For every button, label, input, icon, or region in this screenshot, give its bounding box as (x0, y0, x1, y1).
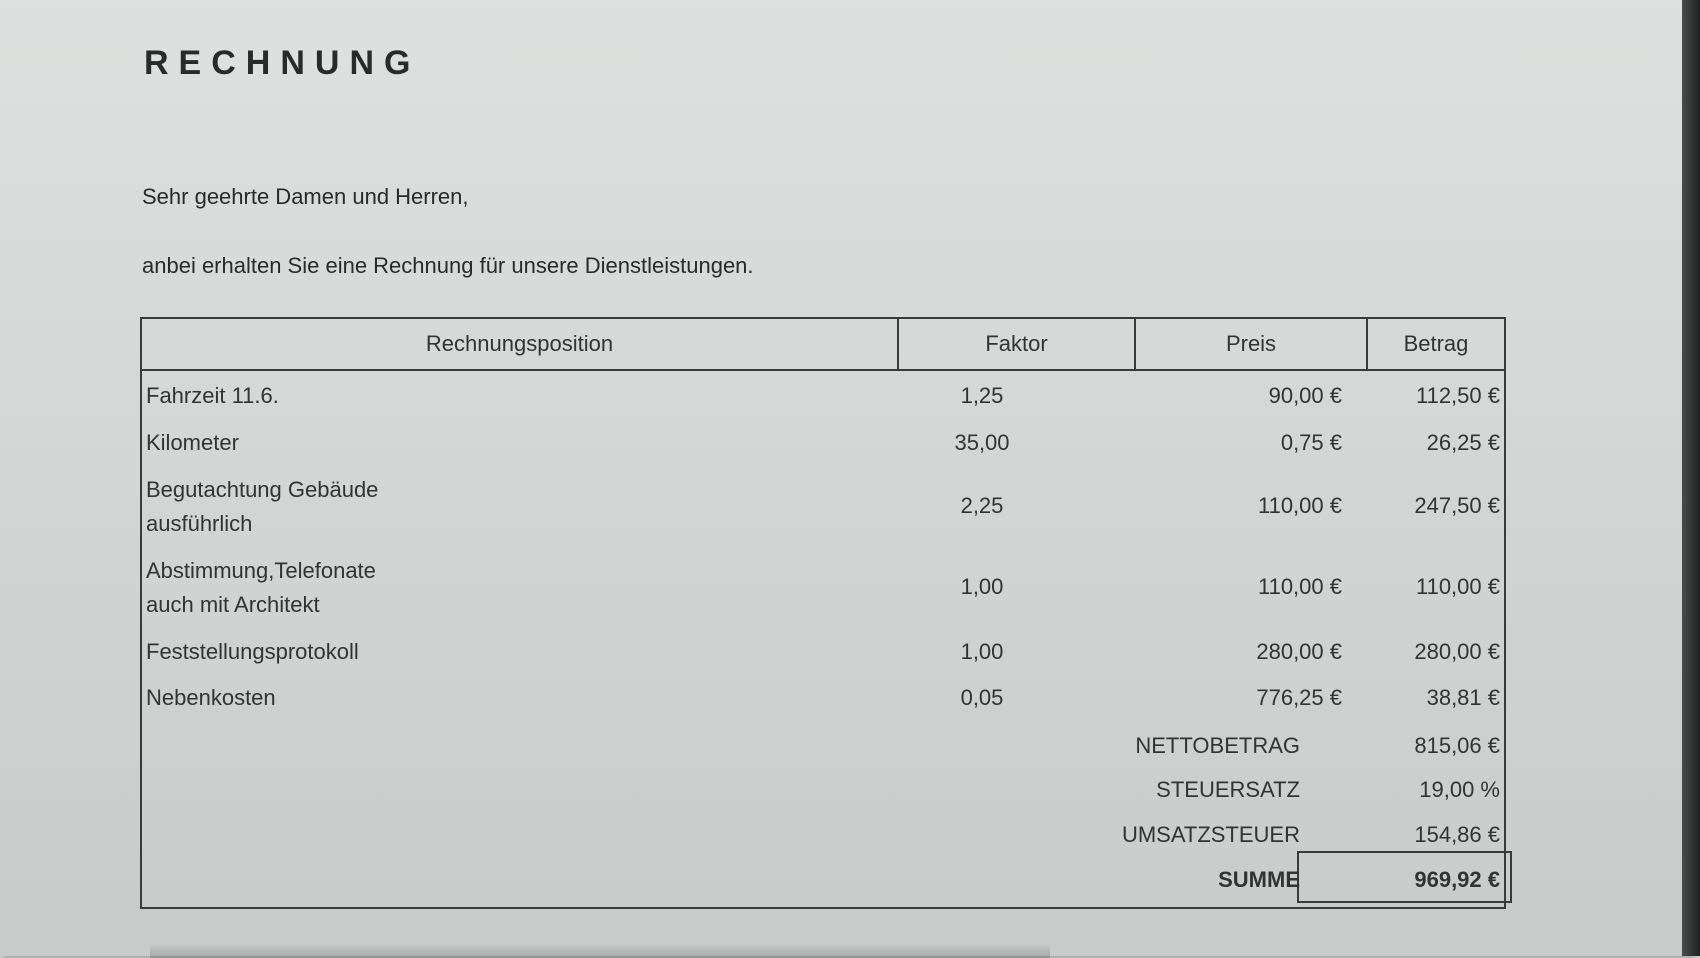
row-betrag: 26,25 € (1426, 430, 1500, 455)
netto-value: 815,06 € (1414, 733, 1500, 758)
summe-value: 969,92 € (1414, 867, 1500, 892)
header-preis: Preis (1225, 331, 1277, 356)
row-description: Nebenkosten (146, 685, 276, 710)
summe-label: SUMME (1218, 867, 1300, 892)
table-header (142, 319, 1504, 371)
header-betrag: Betrag (1403, 331, 1469, 356)
row-description-line1: Abstimmung,Telefonate (146, 558, 376, 583)
row-preis: 0,75 € (1280, 430, 1342, 455)
row-faktor: 0,05 (960, 685, 1004, 710)
row-faktor: 1,25 (960, 383, 1004, 408)
row-description-line1: Begutachtung Gebäude (146, 477, 379, 502)
intro-text: anbei erhalten Sie eine Rechnung für unsere Dienstleistungen. (142, 253, 754, 278)
header-rechnungsposition: Rechnungsposition (425, 331, 614, 356)
row-faktor: 35,00 (954, 430, 1010, 455)
row-preis: 776,25 € (1256, 685, 1342, 710)
salutation: Sehr geehrte Damen und Herren, (142, 184, 469, 209)
umsatzsteuer-value: 154,86 € (1414, 822, 1500, 847)
document-title: RECHNUNG (144, 44, 421, 82)
row-preis: 110,00 € (1257, 574, 1342, 599)
summary-summe (142, 867, 1504, 903)
umsatzsteuer-label: UMSATZSTEUER (1121, 822, 1300, 847)
row-preis: 110,00 € (1257, 493, 1342, 518)
table-row (142, 426, 1504, 466)
table-row (142, 554, 1504, 626)
table-row (142, 635, 1504, 675)
paper-edge-shadow (1682, 0, 1700, 956)
table-row (142, 473, 1504, 545)
steuersatz-value: 19,00 % (1419, 777, 1500, 802)
row-faktor: 1,00 (960, 574, 1004, 599)
steuersatz-label: STEUERSATZ (1156, 777, 1300, 802)
row-description-line2: ausführlich (146, 511, 253, 536)
row-faktor: 2,25 (960, 493, 1004, 518)
row-betrag: 112,50 € (1415, 383, 1500, 408)
row-faktor: 1,00 (960, 639, 1004, 664)
row-betrag: 247,50 € (1414, 493, 1500, 518)
row-betrag: 38,81 € (1426, 685, 1500, 710)
row-betrag: 110,00 € (1415, 574, 1500, 599)
invoice-table (140, 317, 1506, 909)
row-betrag: 280,00 € (1414, 639, 1500, 664)
row-preis: 90,00 € (1268, 383, 1342, 408)
netto-label: NETTOBETRAG (1135, 733, 1300, 758)
summary-steuersatz (142, 777, 1504, 813)
summary-netto (142, 733, 1504, 769)
row-description: Feststellungsprotokoll (146, 639, 359, 664)
row-description: Fahrzeit 11.6. (146, 383, 279, 408)
row-description: Kilometer (146, 430, 239, 455)
header-faktor: Faktor (985, 331, 1048, 356)
row-description-line2: auch mit Architekt (146, 592, 320, 617)
table-row (142, 379, 1504, 419)
row-preis: 280,00 € (1256, 639, 1342, 664)
table-row (142, 681, 1504, 721)
